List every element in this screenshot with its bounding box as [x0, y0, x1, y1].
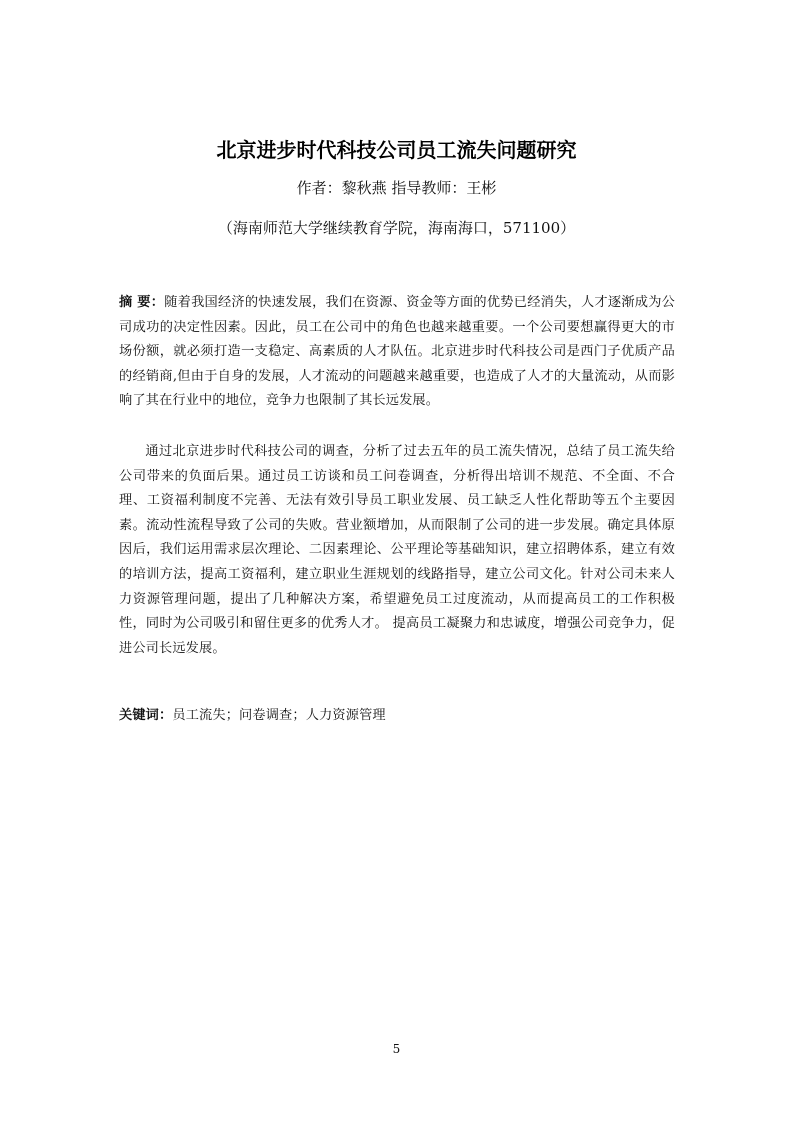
- abstract-label: 摘 要：: [119, 295, 165, 310]
- author-line: 作者：黎秋燕 指导教师：王彬: [296, 179, 497, 197]
- abstract-paragraph-2: 通过北京进步时代科技公司的调查，分析了过去五年的员工流失情况，总结了员工流失给公司带来的负面后果。通过员工访谈和员工问卷调查，分析得出培训不规范、不全面、不合理、工资福利制度不完善、无法有效引导员工职业发展、员工缺乏人性化帮助等五个主要因素。流动性流程导致了公司的失败。营业额增加，从而限制了公司的进一步发展。确定具体原因后，我们运用需求层次理论、二因素理论、公平理论等基础知识，建立招聘体系，建立有效的培训方法，提高工资福利，建立职业生涯规划的线路指导，建立公司文化。针对公司未来人力资源管理问题，提出了几种解决方案，希望避免员工过度流动，从而提高员工的工作积极性，同时为公司吸引和留住更多的优秀人才。 提高员工凝聚力和忠诚度，增强公司竞争力，促进公司长远发展。: [119, 444, 675, 656]
- keywords-label: 关键词：: [119, 708, 173, 723]
- paper-title: 北京进步时代科技公司员工流失问题研究: [216, 138, 577, 162]
- page-number: 5: [392, 1042, 401, 1056]
- affiliation-line: （海南师范大学继续教育学院，海南海口，571100）: [217, 219, 576, 237]
- keywords-line: [119, 704, 675, 729]
- keywords-text: 员工流失；问卷调查；人力资源管理: [172, 708, 386, 723]
- abstract-paragraph-1: [119, 291, 675, 414]
- abstract-text-1: 随着我国经济的快速发展，我们在资源、资金等方面的优势已经消失，人才逐渐成为公司成功的决定性因素。因此，员工在公司中的角色也越来越重要。一个公司要想赢得更大的市场份额，就必须打造一支稳定、高素质的人才队伍。北京进步时代科技公司是西门子优质产品的经销商,但由于自身的发展，人才流动的问题越来越重要，也造成了人才的大量流动，从而影响了其在行业中的地位，竞争力也限制了其长远发展。: [119, 295, 675, 409]
